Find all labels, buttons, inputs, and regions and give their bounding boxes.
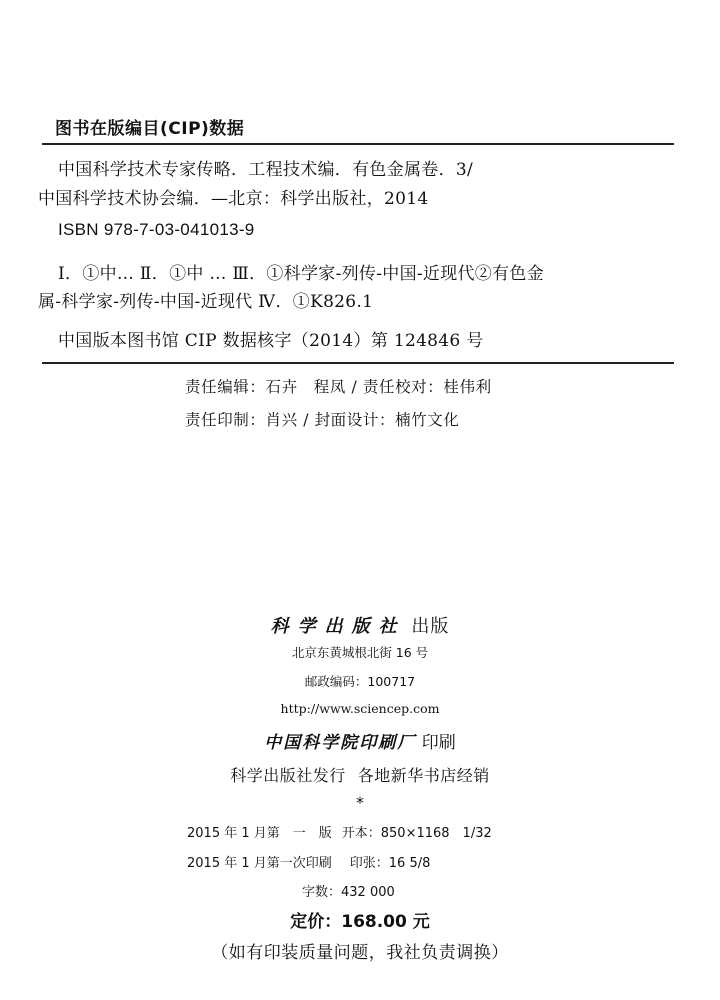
printer-name: 中国科学院印刷厂 bbox=[264, 733, 417, 753]
edition-line bbox=[187, 822, 492, 841]
cip-classification-line-1: Ⅰ．①中… Ⅱ．①中 … Ⅲ．①科学家-列传-中国-近现代②有色金 bbox=[58, 264, 545, 284]
printer-suffix: 印刷 bbox=[421, 733, 456, 753]
quality-notice: （如有印装质量问题，我社负责调换） bbox=[211, 943, 509, 963]
sellers: 各地新华书店经销 bbox=[357, 766, 490, 785]
staff-editors-line: 责任编辑：石卉 程凤 / 责任校对：桂伟利 bbox=[185, 378, 492, 396]
publisher-website: http://www.sciencep.com bbox=[280, 701, 440, 716]
publisher-suffix: 出版 bbox=[411, 616, 450, 637]
separator-asterisk: * bbox=[356, 793, 364, 812]
cip-heading: 图书在版编目(CIP)数据 bbox=[55, 119, 245, 139]
cip-top-rule bbox=[42, 143, 674, 145]
publisher-line bbox=[0, 612, 720, 638]
price: 定价：168.00 元 bbox=[290, 912, 430, 932]
printed-sheets: 印张：16 5/8 bbox=[349, 856, 431, 871]
cip-author-line: 中国科学技术协会编．—北京：科学出版社，2014 bbox=[38, 189, 429, 209]
publisher-name: 科学出版社 bbox=[270, 616, 406, 637]
edition: 2015 年 1 月第 一 版 bbox=[187, 826, 332, 841]
printing: 2015 年 1 月第一次印刷 bbox=[187, 856, 332, 871]
word-count: 字数：432 000 bbox=[302, 885, 395, 900]
cip-bottom-rule bbox=[42, 362, 674, 364]
cip-classification-line-2: 属-科学家-列传-中国-近现代 Ⅳ．①K826.1 bbox=[38, 292, 374, 312]
staff-printing-design-line: 责任印制：肖兴 / 封面设计：楠竹文化 bbox=[185, 411, 460, 429]
publisher-address: 北京东黄城根北街 16 号 bbox=[291, 645, 429, 660]
printing-line bbox=[187, 852, 430, 871]
book-format: 开本：850×1168 1/32 bbox=[341, 826, 492, 841]
printer-line bbox=[0, 728, 720, 753]
cip-isbn: ISBN 978-7-03-041013-9 bbox=[58, 220, 255, 239]
cip-record-number: 中国版本图书馆 CIP 数据核字（2014）第 124846 号 bbox=[58, 331, 484, 351]
distribution-line bbox=[0, 763, 720, 786]
cip-title-line: 中国科学技术专家传略．工程技术编．有色金属卷．3/ bbox=[58, 160, 474, 180]
distributor: 科学出版社发行 bbox=[230, 766, 346, 785]
postal-code: 邮政编码：100717 bbox=[304, 674, 416, 689]
